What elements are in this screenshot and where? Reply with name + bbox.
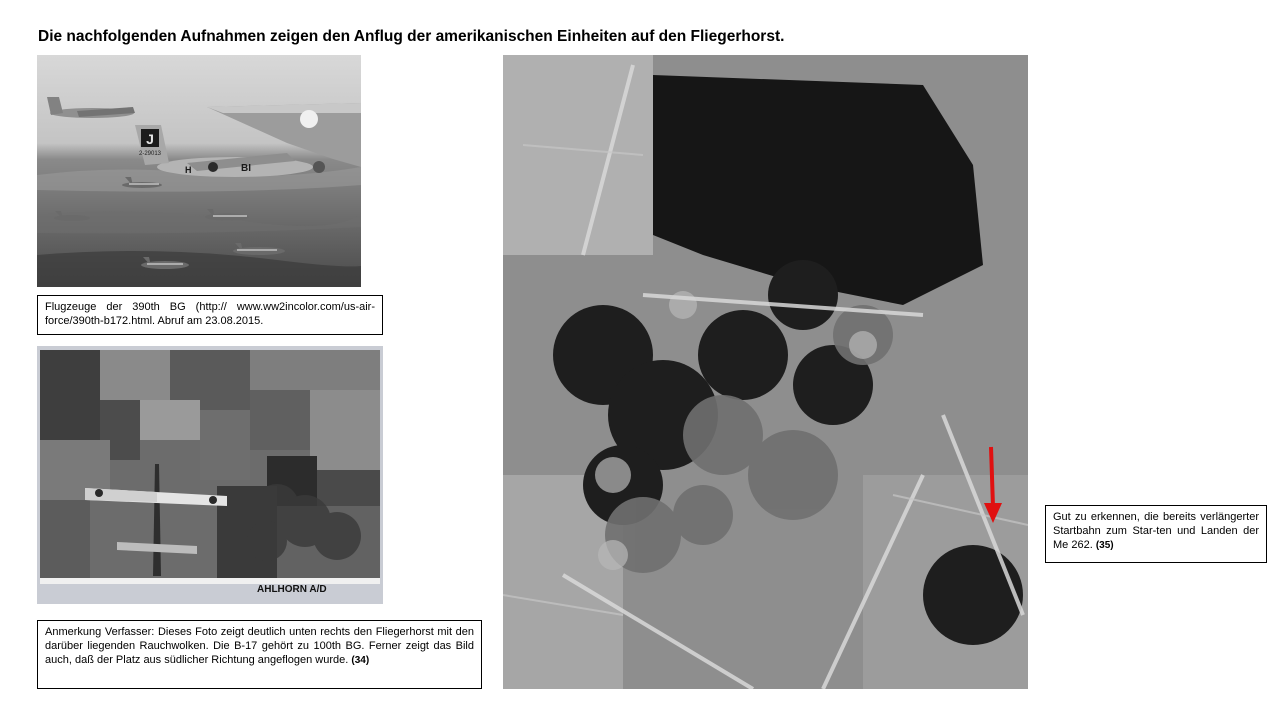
caption-formation xyxy=(37,295,383,335)
caption-b17-note xyxy=(37,620,482,689)
fuselage-code-right: BI xyxy=(241,163,251,174)
photo-aerial-airfield xyxy=(503,55,1028,689)
caption-runway-ref: (35) xyxy=(1095,540,1114,551)
page-title: Die nachfolgenden Aufnahmen zeigen den Anflug der amerikanischen Einheiten auf den Fliegerhorst. xyxy=(38,28,785,45)
photo-b17-over-field xyxy=(37,346,383,604)
caption-runway xyxy=(1045,505,1267,563)
tail-serial: 2-29013 xyxy=(138,151,162,157)
caption-b17-note-text: Anmerkung Verfasser: Dieses Foto zeigt deutlich unten rechts den Fliegerhorst mit den darüber liegenden Rauchwolken. Die B-17 gehört zu 100th BG. Ferner zeigt das Bild auch, daß der Platz aus südlicher Richtung angeflogen wurde. xyxy=(45,626,474,666)
caption-formation-text: Flugzeuge der 390th BG (http:// www.ww2incolor.com/us-air-force/390th-b172.html. Abruf am 23.08.2015. xyxy=(45,301,375,327)
photo-label-ahlhorn: AHLHORN A/D xyxy=(257,584,327,595)
fuselage-code-left: H xyxy=(185,165,192,175)
tail-letter: J xyxy=(146,131,154,147)
caption-runway-text: Gut zu erkennen, die bereits verlängerter Startbahn zum Star-ten und Landen der Me 262. xyxy=(1053,511,1259,551)
photo-b17-formation xyxy=(37,55,361,287)
caption-b17-note-ref: (34) xyxy=(351,655,370,666)
